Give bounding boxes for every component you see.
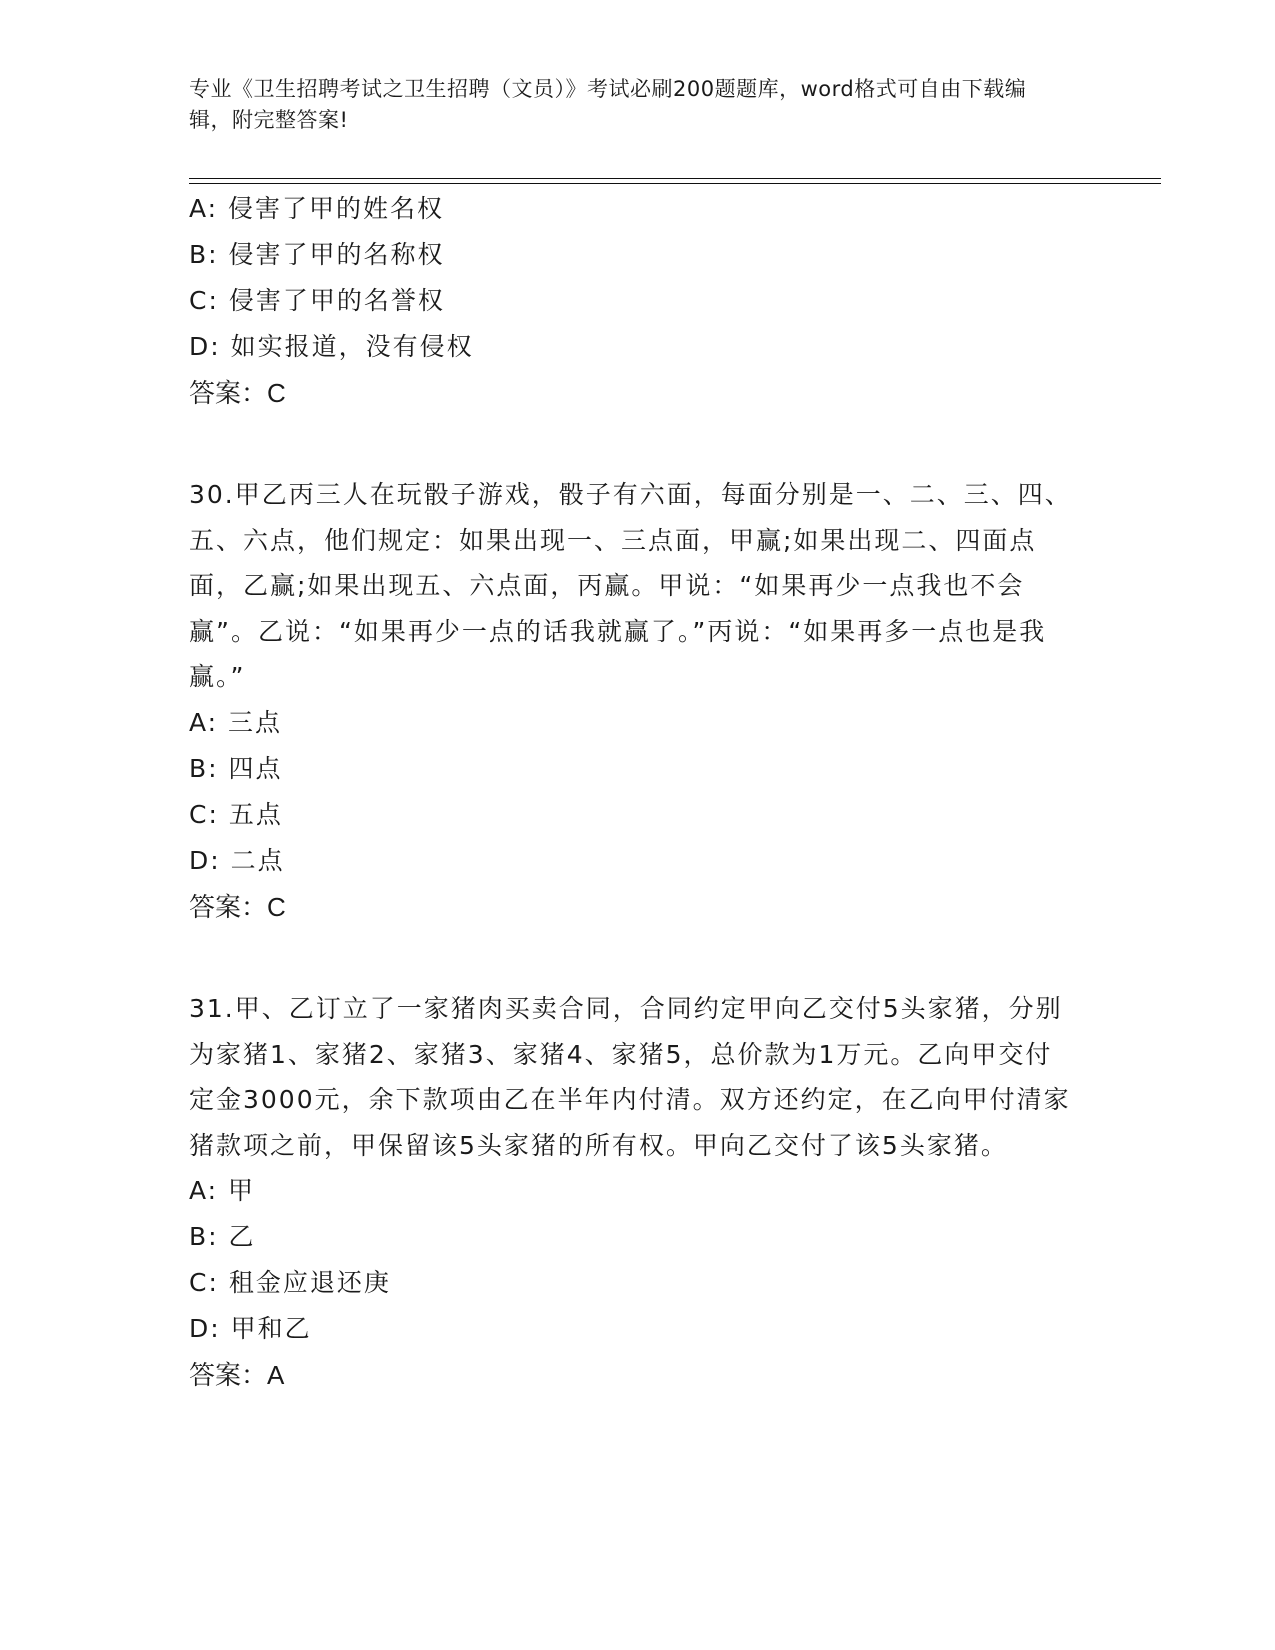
question-stem: 30.甲乙丙三人在玩骰子游戏，骰子有六面，每面分别是一、二、三、四、五、六点，他们规定：如果出现一、三点面，甲赢;如果出现二、四面点面，乙赢;如果出现五、六点面，丙赢。甲说：“如果再少一点我也不会赢”。乙说：“如果再少一点的话我就赢了。”丙说：“如果再多一点也是我赢。” [189,480,1072,692]
document-header: 专业《卫生招聘考试之卫生招聘（文员）》考试必刷200题题库，word格式可自由下载编辑，附完整答案! [189,77,1027,132]
answer-line [189,1352,1079,1398]
option-d: D: 甲和乙 [189,1314,312,1344]
option-c: C: 五点 [189,799,283,829]
answer-line [189,370,1079,416]
option-a: A: 三点 [189,707,283,737]
answer-value: C [267,891,286,922]
question-content [189,186,1079,1398]
question-30 [189,472,1079,930]
header-rule-bottom [189,183,1161,184]
option-b: B: 乙 [189,1222,256,1252]
option-d: D: 如实报道，没有侵权 [189,332,474,361]
option-c: C: 租金应退还庚 [189,1268,391,1298]
answer-prefix: 答案： [189,1360,268,1391]
option-b: B: 侵害了甲的名称权 [189,240,445,269]
option-a: A: 侵害了甲的姓名权 [189,194,445,223]
option-d: D: 二点 [189,845,285,875]
question-29 [189,186,1079,416]
answer-prefix: 答案： [189,891,268,922]
option-a: A: 甲 [189,1176,256,1206]
header-rule-top [189,178,1161,179]
question-31 [189,986,1079,1398]
answer-prefix: 答案： [189,378,268,408]
option-c: C: 侵害了甲的名誉权 [189,286,445,315]
answer-value: A [267,1360,285,1391]
question-stem: 31.甲、乙订立了一家猪肉买卖合同，合同约定甲向乙交付5头家猪，分别为家猪1、家猪2、家猪3、家猪4、家猪5，总价款为1万元。乙向甲交付定金3000元，余下款项由乙在半年内付清。双方还约定，在乙向甲付清家猪款项之前，甲保留该5头家猪的所有权。甲向乙交付了该5头家猪。 [189,993,1071,1160]
option-b: B: 四点 [189,753,283,783]
answer-value: C [267,378,286,408]
answer-line [189,884,1079,930]
